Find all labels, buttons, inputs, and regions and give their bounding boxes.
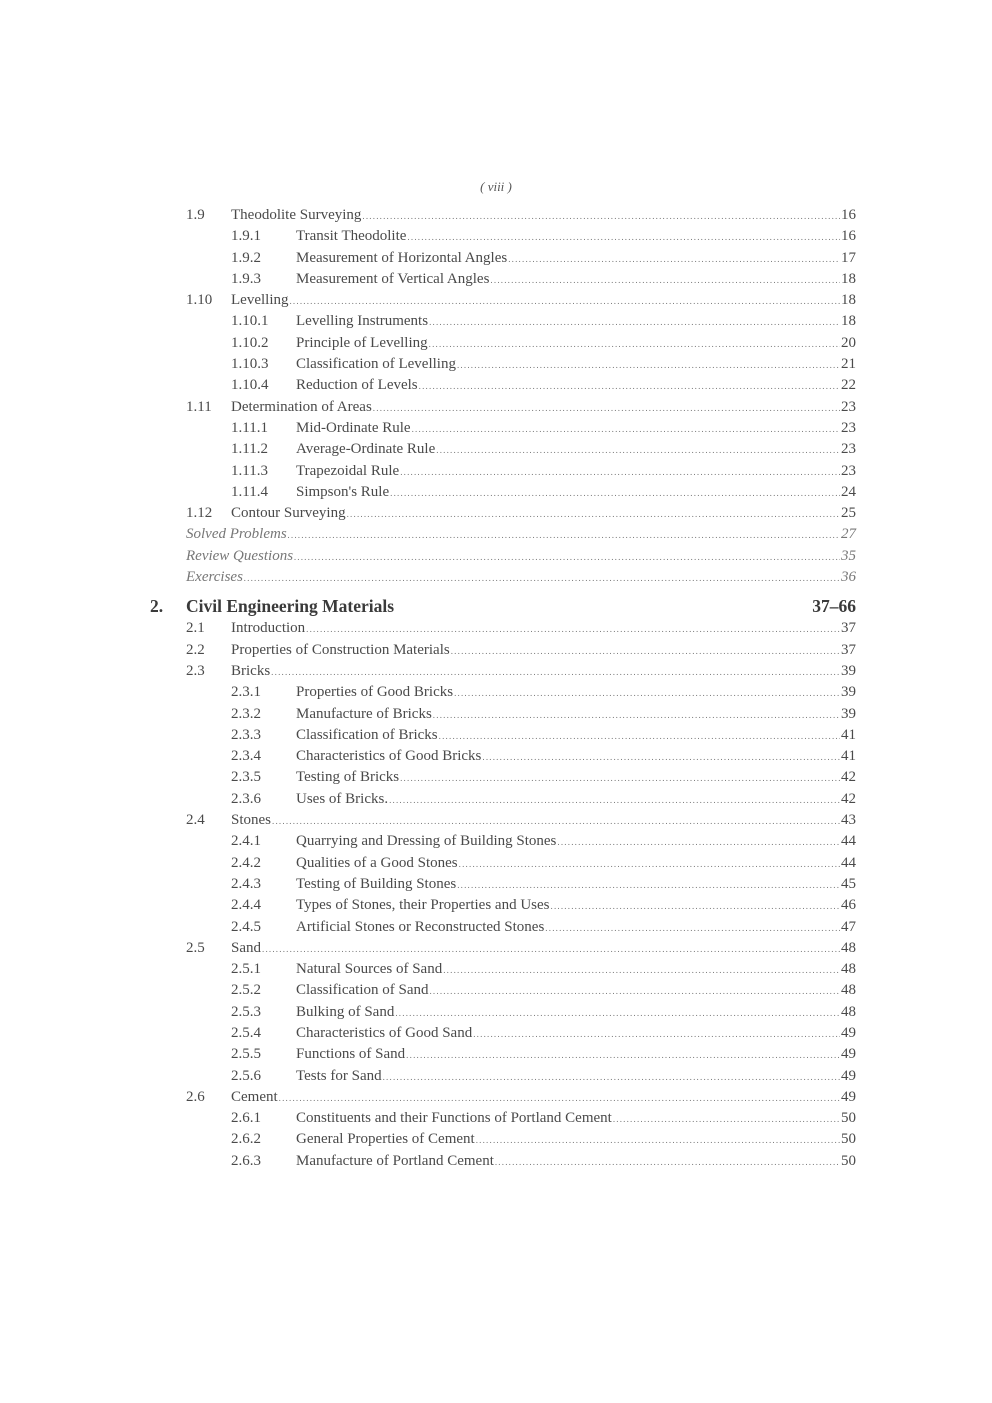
table-of-contents — [150, 207, 856, 1174]
entry-page: 23 — [841, 441, 856, 458]
entry-number: 2.5.4 — [231, 1024, 261, 1041]
entry-title: Properties of Good Bricks — [296, 684, 454, 701]
dot-leader — [289, 296, 840, 306]
dot-leader — [459, 859, 840, 869]
entry-title: Types of Stones, their Properties and Uses — [296, 897, 550, 914]
dot-leader — [294, 552, 840, 562]
entry-page: 17 — [841, 249, 856, 266]
entry-title: Characteristics of Good Bricks — [296, 748, 482, 765]
entry-page: 18 — [841, 270, 856, 287]
toc-subsection-entry[interactable] — [150, 377, 856, 398]
entry-title: Mid-Ordinate Rule — [296, 419, 411, 436]
entry-number: 1.10.4 — [231, 377, 269, 394]
entry-page: 45 — [841, 875, 856, 892]
dot-leader — [482, 752, 840, 762]
toc-subsection-entry[interactable] — [150, 982, 856, 1003]
dot-leader — [279, 1093, 840, 1103]
entry-number: 1.10 — [186, 292, 213, 309]
toc-subsection-entry[interactable] — [150, 897, 856, 918]
dot-leader — [288, 530, 840, 540]
dot-leader — [400, 773, 840, 783]
entry-number: 1.10.2 — [231, 334, 269, 351]
toc-subsection-entry[interactable] — [150, 684, 856, 705]
entry-title: Levelling Instruments — [296, 313, 429, 330]
entry-page: 42 — [841, 769, 856, 786]
toc-subsection-entry[interactable] — [150, 855, 856, 876]
entry-number: 2.3.4 — [231, 748, 261, 765]
entry-page: 25 — [841, 505, 856, 522]
entry-title: Introduction — [231, 620, 306, 637]
dot-leader — [412, 424, 840, 434]
entry-title: Classification of Sand — [296, 982, 429, 999]
dot-leader — [433, 710, 840, 720]
entry-number: 2.6 — [186, 1088, 205, 1105]
entry-title: Natural Sources of Sand — [296, 961, 443, 978]
toc-subsection-entry[interactable] — [150, 919, 856, 940]
entry-title: Principle of Levelling — [296, 334, 428, 351]
entry-title: Classification of Bricks — [296, 726, 438, 743]
toc-subsection-entry[interactable] — [150, 228, 856, 249]
toc-subsection-entry[interactable] — [150, 484, 856, 505]
entry-title: Measurement of Horizontal Angles — [296, 249, 508, 266]
entry-page: 49 — [841, 1088, 856, 1105]
entry-title: Reduction of Levels — [296, 377, 418, 394]
toc-subsection-entry[interactable] — [150, 961, 856, 982]
dot-leader — [383, 1072, 840, 1082]
entry-title: Testing of Bricks — [296, 769, 400, 786]
entry-number: 2.3 — [186, 662, 205, 679]
entry-title: Average-Ordinate Rule — [296, 441, 436, 458]
entry-page: 39 — [841, 662, 856, 679]
toc-subsection-entry[interactable] — [150, 833, 856, 854]
dot-leader — [557, 837, 840, 847]
entry-page: 46 — [841, 897, 856, 914]
entry-number: 2.4.3 — [231, 875, 261, 892]
entry-page: 49 — [841, 1046, 856, 1063]
toc-section-entry[interactable] — [150, 505, 856, 526]
entry-page: 50 — [841, 1131, 856, 1148]
dot-leader — [495, 1157, 840, 1167]
entry-number: 2.5.3 — [231, 1003, 261, 1020]
toc-subsection-entry[interactable] — [150, 441, 856, 462]
dot-leader — [613, 1114, 840, 1124]
entry-number: 2.6.3 — [231, 1152, 261, 1169]
dot-leader — [262, 944, 840, 954]
dot-leader — [429, 986, 840, 996]
toc-section-entry[interactable] — [150, 620, 856, 641]
entry-page: 49 — [841, 1067, 856, 1084]
toc-section-entry[interactable] — [150, 812, 856, 833]
dot-leader — [347, 509, 840, 519]
entry-number: 1.9.3 — [231, 270, 261, 287]
entry-title: Stones — [231, 812, 272, 829]
dot-leader — [457, 880, 840, 890]
dot-leader — [362, 211, 840, 221]
entry-page: 22 — [841, 377, 856, 394]
toc-section-entry[interactable] — [150, 399, 856, 420]
chapter-page-range: 37–66 — [812, 596, 856, 617]
entry-title: Functions of Sand — [296, 1046, 406, 1063]
entry-title: General Properties of Cement — [296, 1131, 475, 1148]
entry-number: 2.5.2 — [231, 982, 261, 999]
dot-leader — [429, 339, 840, 349]
entry-title: Uses of Bricks. — [296, 790, 389, 807]
entry-page: 47 — [841, 918, 856, 935]
entry-number: 1.12 — [186, 505, 213, 522]
entry-title: Qualities of a Good Stones — [296, 854, 458, 871]
toc-subsection-entry[interactable] — [150, 356, 856, 377]
dot-leader — [443, 965, 840, 975]
entry-number: 2.6.2 — [231, 1131, 261, 1148]
entry-title: Constituents and their Functions of Portland Cement — [296, 1110, 612, 1127]
entry-title: Solved Problems — [186, 526, 287, 543]
page-number-header: ( viii ) — [480, 179, 512, 194]
entry-title: Review Questions — [186, 547, 294, 564]
entry-page: 21 — [841, 356, 856, 373]
entry-title: Manufacture of Portland Cement — [296, 1152, 494, 1169]
toc-subsection-entry[interactable] — [150, 1004, 856, 1025]
entry-number: 2.3.5 — [231, 769, 261, 786]
entry-number: 2.3.3 — [231, 726, 261, 743]
toc-subsection-entry[interactable] — [150, 271, 856, 292]
toc-subsection-entry[interactable] — [150, 1131, 856, 1152]
toc-subsection-entry[interactable] — [150, 1068, 856, 1089]
entry-title: Manufacture of Bricks — [296, 705, 432, 722]
entry-page: 16 — [841, 228, 856, 245]
dot-leader — [451, 646, 840, 656]
entry-page: 24 — [841, 483, 856, 500]
entry-page: 23 — [841, 419, 856, 436]
dot-leader — [457, 360, 840, 370]
entry-page: 48 — [841, 982, 856, 999]
entry-number: 1.10.3 — [231, 356, 269, 373]
dot-leader — [436, 445, 840, 455]
entry-title: Simpson's Rule — [296, 483, 390, 500]
entry-number: 1.9.1 — [231, 228, 261, 245]
toc-subsection-entry[interactable] — [150, 791, 856, 812]
entry-number: 1.10.1 — [231, 313, 269, 330]
entry-number: 1.9.2 — [231, 249, 261, 266]
dot-leader — [508, 254, 840, 264]
entry-title: Levelling — [231, 292, 289, 309]
entry-title: Trapezoidal Rule — [296, 462, 400, 479]
toc-chapter-heading[interactable] — [150, 596, 856, 620]
toc-subsection-entry[interactable] — [150, 748, 856, 769]
entry-number: 2.5.5 — [231, 1046, 261, 1063]
entry-title: Transit Theodolite — [296, 228, 407, 245]
toc-subsection-entry[interactable] — [150, 706, 856, 727]
entry-title: Contour Surveying — [231, 505, 346, 522]
entry-page: 16 — [841, 207, 856, 223]
entry-title: Sand — [231, 939, 261, 956]
entry-title: Cement — [231, 1088, 278, 1105]
toc-end-matter-entry[interactable] — [186, 526, 856, 547]
entry-page: 18 — [841, 313, 856, 330]
entry-page: 18 — [841, 292, 856, 309]
entry-page: 36 — [841, 569, 856, 586]
entry-page: 27 — [841, 526, 856, 543]
entry-number: 2.4.1 — [231, 833, 261, 850]
entry-page: 35 — [841, 547, 856, 564]
toc-subsection-entry[interactable] — [150, 876, 856, 897]
dot-leader — [439, 731, 840, 741]
entry-title: Measurement of Vertical Angles — [296, 270, 490, 287]
entry-page: 42 — [841, 790, 856, 807]
entry-page: 48 — [841, 1003, 856, 1020]
toc-subsection-entry[interactable] — [150, 250, 856, 271]
entry-page: 37 — [841, 620, 856, 637]
toc-subsection-entry[interactable] — [150, 313, 856, 334]
entry-title: Tests for Sand — [296, 1067, 382, 1084]
toc-section-entry[interactable] — [150, 642, 856, 663]
toc-subsection-entry[interactable] — [150, 335, 856, 356]
dot-leader — [389, 795, 840, 805]
entry-page: 41 — [841, 726, 856, 743]
chapter-number: 2. — [150, 596, 164, 617]
chapter-title: Civil Engineering Materials — [186, 596, 395, 617]
dot-leader — [545, 923, 840, 933]
entry-number: 1.11 — [186, 398, 212, 415]
entry-number: 2.5.1 — [231, 961, 261, 978]
entry-number: 2.5.6 — [231, 1067, 261, 1084]
toc-section-entry[interactable] — [150, 292, 856, 313]
entry-page: 23 — [841, 398, 856, 415]
dot-leader — [419, 381, 840, 391]
toc-subsection-entry[interactable] — [150, 769, 856, 790]
entry-title: Classification of Levelling — [296, 356, 456, 373]
dot-leader — [407, 232, 840, 242]
toc-section-entry[interactable] — [150, 663, 856, 684]
entry-number: 1.11.1 — [231, 419, 268, 436]
dot-leader — [429, 317, 840, 327]
entry-page: 39 — [841, 705, 856, 722]
entry-page: 48 — [841, 961, 856, 978]
entry-title: Bulking of Sand — [296, 1003, 395, 1020]
entry-page: 37 — [841, 641, 856, 658]
entry-number: 1.9 — [186, 207, 205, 223]
toc-end-matter-entry[interactable] — [186, 548, 856, 569]
toc-section-entry[interactable] — [150, 1089, 856, 1110]
entry-title: Testing of Building Stones — [296, 875, 457, 892]
entry-number: 2.4.4 — [231, 897, 261, 914]
dot-leader — [476, 1135, 840, 1145]
entry-title: Theodolite Surveying — [231, 207, 362, 223]
dot-leader — [306, 624, 840, 634]
entry-page: 23 — [841, 462, 856, 479]
toc-subsection-entry[interactable] — [150, 1153, 856, 1174]
dot-leader — [406, 1050, 840, 1060]
toc-subsection-entry[interactable] — [150, 727, 856, 748]
dot-leader — [400, 467, 840, 477]
toc-subsection-entry[interactable] — [150, 1025, 856, 1046]
entry-title: Characteristics of Good Sand — [296, 1024, 473, 1041]
toc-section-entry[interactable] — [150, 940, 856, 961]
toc-subsection-entry[interactable] — [150, 420, 856, 441]
entry-number: 1.11.3 — [231, 462, 268, 479]
dot-leader — [244, 573, 840, 583]
entry-number: 2.3.1 — [231, 684, 261, 701]
entry-page: 48 — [841, 939, 856, 956]
dot-leader — [271, 667, 840, 677]
toc-subsection-entry[interactable] — [150, 463, 856, 484]
entry-title: Properties of Construction Materials — [231, 641, 450, 658]
dot-leader — [473, 1029, 840, 1039]
entry-page: 50 — [841, 1110, 856, 1127]
entry-page: 41 — [841, 748, 856, 765]
entry-number: 2.3.6 — [231, 790, 261, 807]
entry-title: Bricks — [231, 662, 271, 679]
toc-end-matter-entry[interactable] — [186, 569, 856, 590]
entry-title: Determination of Areas — [231, 398, 372, 415]
dot-leader — [490, 275, 840, 285]
dot-leader — [454, 688, 840, 698]
dot-leader — [390, 488, 840, 498]
entry-title: Exercises — [186, 569, 243, 586]
entry-number: 1.11.4 — [231, 483, 268, 500]
toc-subsection-entry[interactable] — [150, 1046, 856, 1067]
entry-number: 2.5 — [186, 939, 205, 956]
dot-leader — [551, 901, 841, 911]
entry-number: 2.6.1 — [231, 1110, 261, 1127]
entry-number: 2.3.2 — [231, 705, 261, 722]
entry-number: 1.11.2 — [231, 441, 268, 458]
entry-number: 2.2 — [186, 641, 205, 658]
entry-page: 39 — [841, 684, 856, 701]
entry-page: 20 — [841, 334, 856, 351]
dot-leader — [272, 816, 840, 826]
dot-leader — [395, 1008, 840, 1018]
entry-number: 2.4.5 — [231, 918, 261, 935]
entry-number: 2.1 — [186, 620, 205, 637]
entry-number: 2.4.2 — [231, 854, 261, 871]
entry-page: 43 — [841, 812, 856, 829]
entry-page: 44 — [841, 854, 856, 871]
entry-page: 49 — [841, 1024, 856, 1041]
dot-leader — [373, 403, 840, 413]
entry-title: Quarrying and Dressing of Building Stones — [296, 833, 557, 850]
entry-page: 50 — [841, 1152, 856, 1169]
toc-subsection-entry[interactable] — [150, 1110, 856, 1131]
entry-title: Artificial Stones or Reconstructed Stones — [296, 918, 545, 935]
toc-section-entry[interactable] — [150, 207, 856, 228]
entry-number: 2.4 — [186, 812, 205, 829]
entry-page: 44 — [841, 833, 856, 850]
